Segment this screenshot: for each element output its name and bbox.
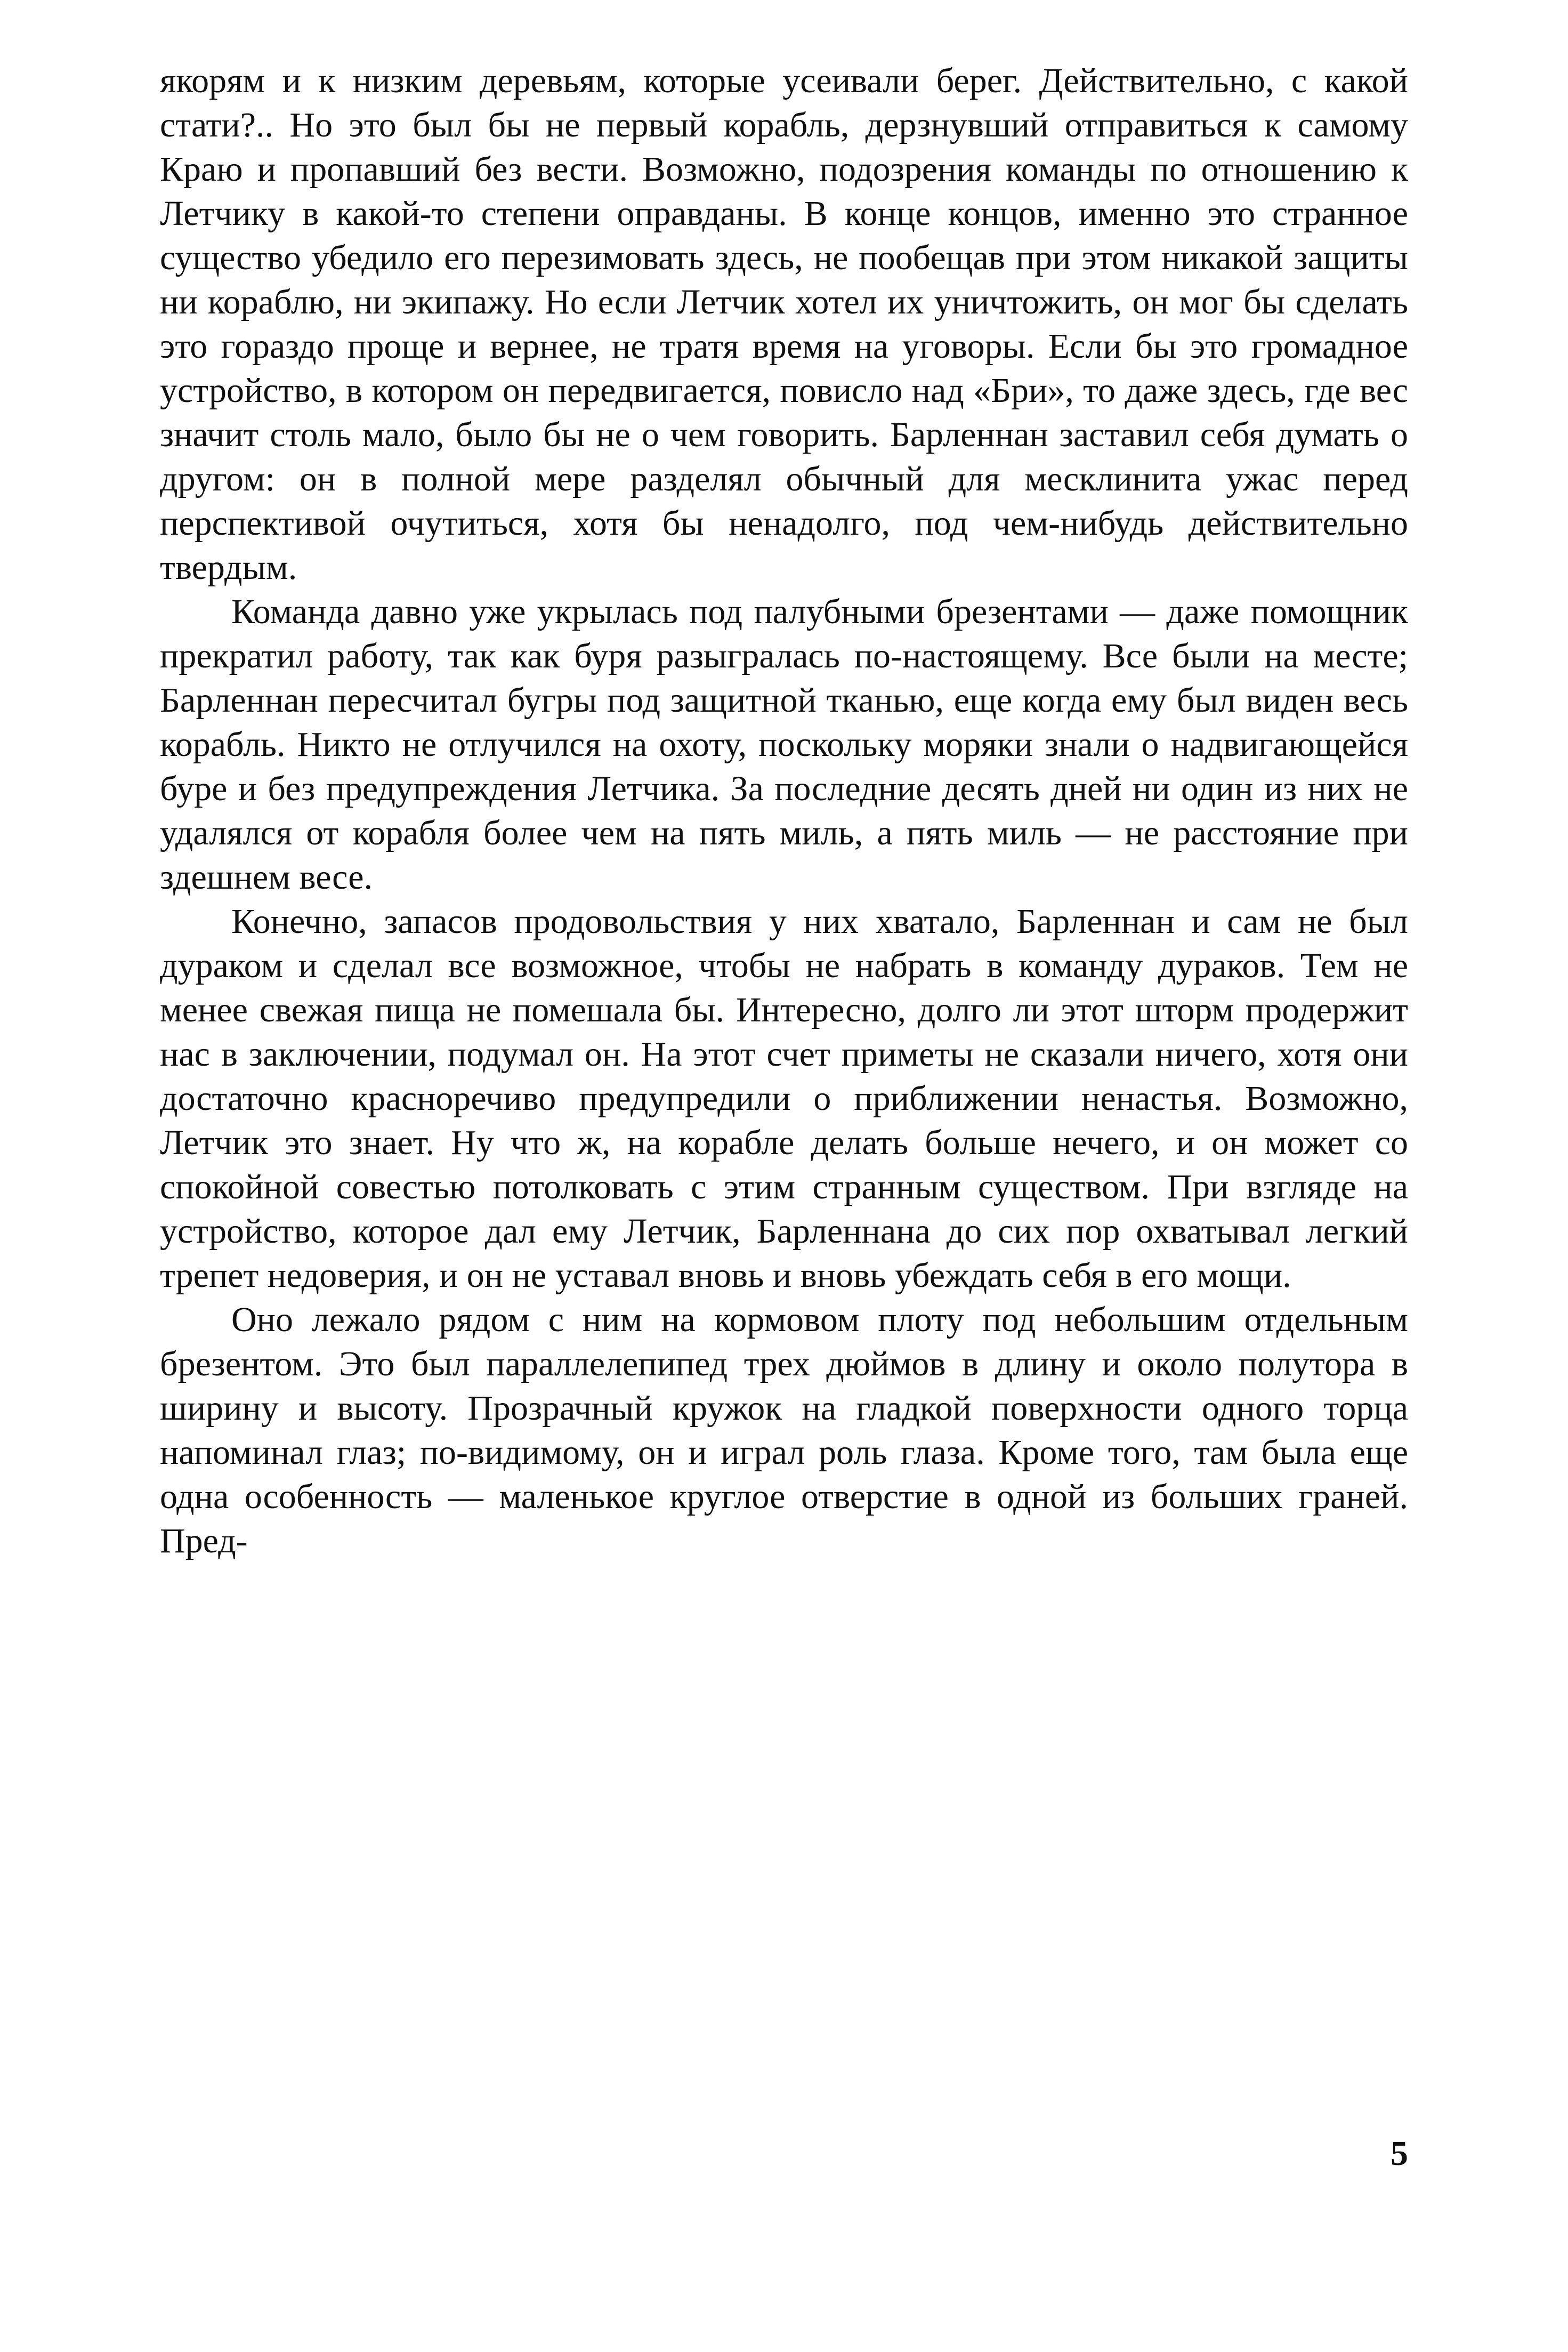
paragraph-4: Оно лежало рядом с ним на кормовом плоту под небольшим отдельным брезентом. Это был параллелепипед трех дюймов в длину и около полутора в ширину и высоту. Прозрачный кружок на гладкой поверхности одного торца напоминал глаз; по-видимому, он и играл роль глаза. Кроме того, там была еще одна особенность — маленькое круглое отверстие в одной из больших граней. Пред- [160, 1300, 1408, 1560]
book-page [160, 59, 1408, 2351]
page-number: 5 [1391, 2134, 1408, 2173]
paragraph-2: Команда давно уже укрылась под палубными брезентами — даже помощник прекратил работу, так как буря разыгралась по-настоящему. Все были на месте; Барленнан пересчитал бугры под защитной тканью, еще когда ему был виден весь корабль. Никто не отлучился на охоту, поскольку моряки знали о надвигающейся буре и без предупреждения Летчика. За последние десять дней ни один из них не удалялся от корабля более чем на пять миль, а пять миль — не расстояние при здешнем весе. [160, 592, 1408, 897]
paragraph-3: Конечно, запасов продовольствия у них хватало, Барленнан и сам не был дураком и сделал все возможное, чтобы не набрать в команду дураков. Тем не менее свежая пища не помешала бы. Интересно, долго ли этот шторм продержит нас в заключении, подумал он. На этот счет приметы не сказали ничего, хотя они достаточно красноречиво предупредили о приближении ненастья. Возможно, Летчик это знает. Ну что ж, на корабле делать больше нечего, и он может со спокойной совестью потолковать с этим странным существом. При взгляде на устройство, которое дал ему Летчик, Барленнана до сих пор охватывал легкий трепет недоверия, и он не уставал вновь и вновь убеждать себя в его мощи. [160, 902, 1408, 1295]
paragraph-1: якорям и к низким деревьям, которые усеивали берег. Действительно, с какой стати?.. Но это был бы не первый корабль, дерзнувший отправиться к самому Краю и пропавший без вести. Возможно, подозрения команды по отношению к Летчику в какой-то степени оправданы. В конце концов, именно это странное существо убедило его перезимовать здесь, не пообещав при этом никакой защиты ни кораблю, ни экипажу. Но если Летчик хотел их уничтожить, он мог бы сделать это гораздо проще и вернее, не тратя время на уговоры. Если бы это громадное устройство, в котором он передвигается, повисло над «Бри», то даже здесь, где вес значит столь мало, было бы не о чем говорить. Барленнан заставил себя думать о другом: он в полной мере разделял обычный для месклинита ужас перед перспективой очутиться, хотя бы ненадолго, под чем-нибудь действительно твердым. [160, 61, 1408, 587]
